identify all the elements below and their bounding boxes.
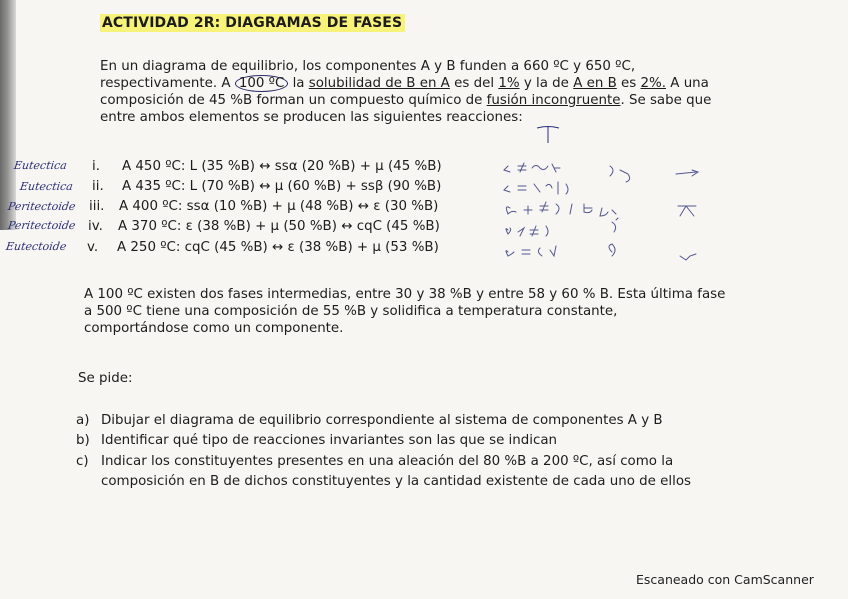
underlined-percent-1: 1% <box>498 76 520 91</box>
handwritten-note: Peritectoide <box>7 200 77 213</box>
handwritten-note: Eutectoide <box>5 240 68 253</box>
circled-temperature: 100 ºC <box>235 75 288 92</box>
reaction-text: A 250 ºC: cqC (45 %B) ↔ ε (38 %B) + μ (53 %B) <box>117 240 439 255</box>
intro-text: A una <box>666 76 709 91</box>
body-paragraph <box>84 286 725 337</box>
body-line-1: A 100 ºC existen dos fases intermedias, entre 30 y 38 %B y entre 58 y 60 % B. Esta última fase <box>84 287 726 302</box>
underlined-solubility-b-in-a: solubilidad de B en A <box>308 76 450 91</box>
question-item <box>76 412 663 429</box>
underlined-percent-2: 2%. <box>640 76 667 91</box>
handwritten-mark-icon <box>535 124 561 144</box>
intro-text: y la de <box>519 76 574 91</box>
intro-text: es <box>616 76 641 91</box>
reaction-number: i. <box>92 159 100 174</box>
scan-binding-edge <box>0 0 16 230</box>
body-line-3: comportándose como un componente. <box>84 321 344 336</box>
intro-line-3 <box>100 92 711 109</box>
question-text: Dibujar el diagrama de equilibrio correspondiente al sistema de componentes A y B <box>101 413 663 428</box>
handwritten-scribbles-icon <box>500 160 760 270</box>
reaction-number: v. <box>87 240 99 255</box>
intro-text: . Se sabe que <box>620 93 712 108</box>
question-label: a) <box>76 413 90 428</box>
reaction-item <box>87 239 439 256</box>
handwritten-note: Eutectica <box>19 180 74 193</box>
reaction-item <box>92 178 441 195</box>
intro-text: es del <box>449 76 499 91</box>
question-label: b) <box>76 433 90 448</box>
question-text: Identificar qué tipo de reacciones invariantes son las que se indican <box>101 433 558 448</box>
intro-paragraph <box>100 58 711 126</box>
question-label: c) <box>76 454 89 469</box>
reaction-text: A 400 ºC: ssα (10 %B) + μ (48 %B) ↔ ε (30 %B) <box>119 199 439 214</box>
reaction-item <box>88 218 440 235</box>
reaction-number: iv. <box>88 219 103 234</box>
intro-text: la <box>288 76 309 91</box>
question-text: Indicar los constituyentes presentes en una aleación del 80 %B a 200 ºC, así como la <box>101 454 674 469</box>
intro-text: respectivamente. A <box>100 76 235 91</box>
question-continuation: composición en B de dichos constituyentes y la cantidad existente de cada uno de ellos <box>101 474 692 489</box>
reaction-text: A 370 ºC: ε (38 %B) + μ (50 %B) ↔ cqC (45 %B) <box>118 219 440 234</box>
question-item <box>76 453 673 470</box>
body-line-2: a 500 ºC tiene una composición de 55 %B y solidifica a temperatura constante, <box>84 304 618 319</box>
activity-title: ACTIVIDAD 2R: DIAGRAMAS DE FASES <box>100 14 405 32</box>
question-item <box>76 432 557 449</box>
handwritten-note: Peritectoide <box>7 219 77 232</box>
intro-line-2 <box>100 75 711 92</box>
se-pide-heading: Se pide: <box>78 371 133 386</box>
reaction-number: ii. <box>92 179 104 194</box>
reaction-number: iii. <box>89 199 105 214</box>
handwritten-note: Eutectica <box>13 159 68 172</box>
intro-line-1: En un diagrama de equilibrio, los componentes A y B funden a 660 ºC y 650 ºC, <box>100 59 636 74</box>
intro-text: composición de 45 %B forman un compuesto químico de <box>100 93 487 108</box>
intro-line-4: entre ambos elementos se producen las siguientes reacciones: <box>100 110 523 125</box>
reaction-text: A 450 ºC: L (35 %B) ↔ ssα (20 %B) + μ (45 %B) <box>122 159 442 174</box>
reaction-item <box>89 198 438 215</box>
underlined-a-in-b: A en B <box>573 76 617 91</box>
reaction-item <box>92 158 442 175</box>
underlined-incongruent-fusion: fusión incongruente <box>486 93 621 108</box>
scanner-watermark: Escaneado con CamScanner <box>636 572 814 587</box>
reaction-text: A 435 ºC: L (70 %B) ↔ μ (60 %B) + ssβ (90 %B) <box>122 179 442 194</box>
